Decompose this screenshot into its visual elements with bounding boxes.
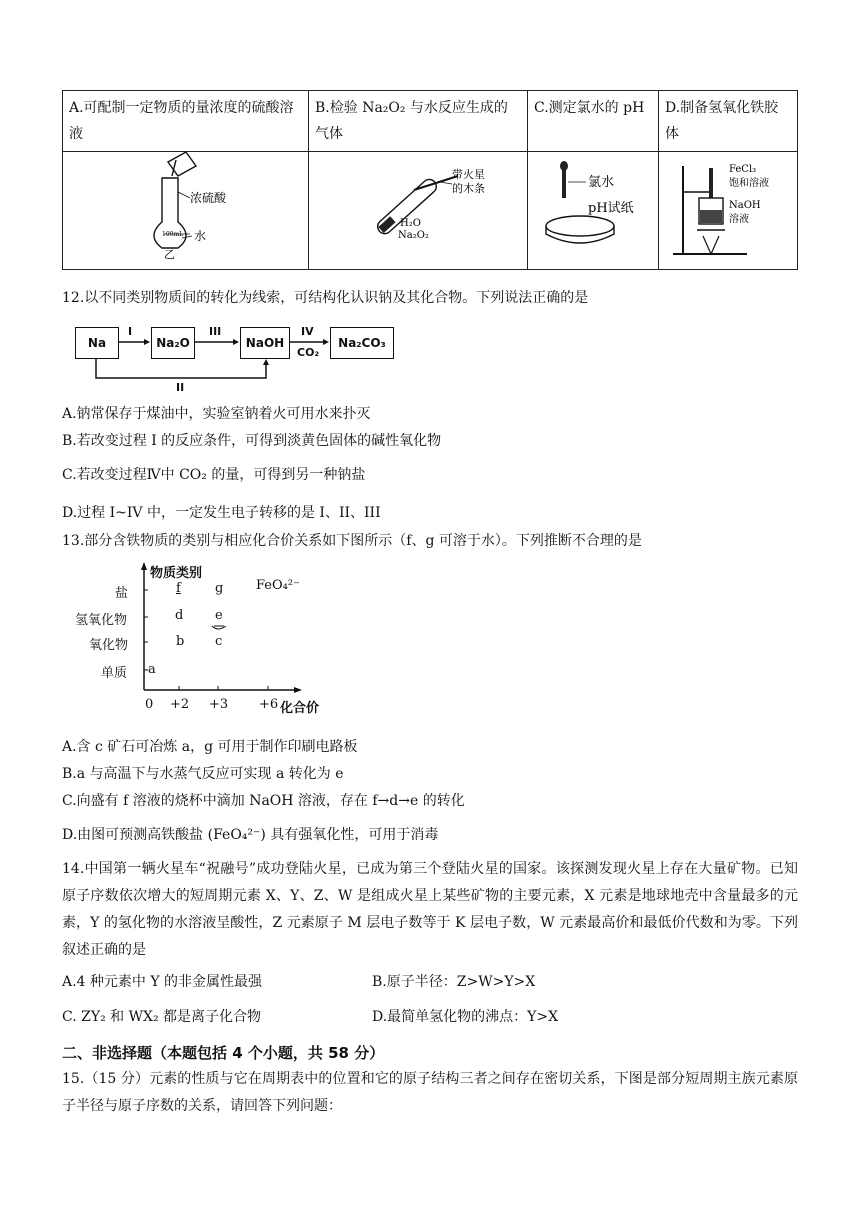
point-c: c [215,634,223,649]
flask-tag-label: 乙 [163,248,175,260]
naoh-label: NaOH [729,200,761,211]
tick-0: 0 [145,697,154,712]
point-g: g [215,581,224,596]
solution-label: 溶液 [729,214,749,225]
q12-option-b: B.若改变过程 I 的反应条件，可得到淡黄色固体的碱性氧化物 [62,433,442,449]
q14-option-a: A.4 种元素中 Y 的非金属性最强 [62,974,263,990]
flow-box-naoh: NaOH [240,327,290,359]
point-b: b [176,634,185,649]
q11-option-c: C.测定氯水的 pH [528,91,659,152]
ph-paper-figure [538,156,648,256]
q11-figure-d [659,152,798,270]
q13-option-d: D.由图可预测高铁酸盐 (FeO₄²⁻) 具有强氧化性，可用于消毒 [62,827,439,843]
q14-stem: 14.中国第一辆火星车“祝融号”成功登陆火星，已成为第三个登陆火星的国家。该探测发现火星上存在大量矿物。已知原子序数依次增大的短周期元素 X、Y、Z、W 是组成火星上某些矿物的主要元素，X 元素是地球地壳中含量最多的元素，Y 的氢化物的水溶液呈酸性，Z 元素原子 M 层电子数等于 K 层电子数，W 元素最高价和最低价代数和为零。下列叙述正确的是 [62,861,798,958]
q13-stem: 13.部分含铁物质的类别与相应化合价关系如下图所示（f、g 可溶于水）。下列推断不合理的是 [62,533,642,549]
q12-option-d: D.过程 I~IV 中，一定发生电子转移的是 I、II、III [62,505,381,521]
flow-box-na2co3: Na₂CO₃ [330,327,394,359]
tick-plus3: +3 [209,697,229,712]
graph-cat-element: 单质 [101,666,128,681]
q11-option-a: A.可配制一定物质的量浓度的硫酸溶液 [63,91,309,152]
saturated-solution-label: 饱和溶液 [729,178,769,189]
point-d: d [175,608,184,623]
point-e: e [215,608,223,623]
q11-figure-b [309,152,528,270]
test-tube-figure [338,156,498,256]
graph-cat-hydroxide: 氢氧化物 [75,613,128,628]
flow-step-4-reagent: CO₂ [297,346,320,359]
chlorine-water-label: 氯水 [588,175,615,190]
q11-option-d: D.制备氢氧化铁胶体 [659,91,798,152]
volumetric-flask-figure [126,152,246,260]
flow-step-1: I [128,325,133,338]
point-ferrate: FeO₄²⁻ [256,578,300,593]
q15-stem: 15.（15 分）元素的性质与它在周期表中的位置和它的原子结构三者之间存在密切关系，下图是部分短周期主族元素原子半径与原子序数的关系，请回答下列问题： [62,1071,798,1114]
flow-step-3: III [209,325,222,338]
flow-box-na2o: Na₂O [151,327,195,359]
graph-cat-salt: 盐 [115,586,129,601]
q13-option-a: A.含 c 矿石可冶炼 a，g 可用于制作印刷电路板 [62,739,358,755]
q11-figure-c [528,152,659,270]
q13-option-b: B.a 与高温下与水蒸气反应可实现 a 转化为 e [62,766,344,782]
ph-paper-label: pH试纸 [588,201,634,216]
tick-plus2: +2 [170,697,190,712]
colloid-apparatus-figure [663,152,793,260]
q11-option-b: B.检验 Na₂O₂ 与水反应生成的气体 [309,91,528,152]
q13-option-c: C.向盛有 f 溶液的烧杯中滴加 NaOH 溶液，存在 f→d→e 的转化 [62,793,465,809]
point-a: a [148,662,156,677]
flask-volume-label: 100mL [161,231,183,238]
flow-step-2: II [176,381,185,394]
water-label: 水 [193,229,206,243]
q11-figure-a [63,152,309,270]
sodium-peroxide-label: Na₂O₂ [398,230,429,241]
conc-sulfuric-label: 浓硫酸 [189,191,226,205]
q12-stem: 12.以不同类别物质间的转化为线索，可结构化认识钠及其化合物。下列说法正确的是 [62,290,589,306]
flow-box-na: Na [75,327,119,359]
graph-xlabel: 化合价 [280,701,320,716]
section-heading: 二、非选择题（本题包括 4 个小题，共 58 分） [62,1044,385,1062]
q14-option-c: C. ZY₂ 和 WX₂ 都是离子化合物 [62,1009,262,1025]
glowing-splint-label-1: 带火星 [452,168,485,181]
flow-step-4: IV [301,325,314,338]
ferric-chloride-label: FeCl₃ [729,164,757,175]
graph-ylabel: 物质类别 [150,566,203,581]
q14-option-b: B.原子半径：Z>W>Y>X [372,974,536,990]
flow-arrows [70,318,410,388]
q11-options-table [62,90,798,270]
water-formula-label: H₂O [400,218,421,229]
q12-option-c: C.若改变过程Ⅳ中 CO₂ 的量，可得到另一种钠盐 [62,467,366,483]
glowing-splint-label-2: 的木条 [452,182,485,195]
point-f: f [176,581,181,596]
q14-option-d: D.最简单氢化物的沸点：Y>X [372,1009,559,1025]
graph-cat-oxide: 氧化物 [89,638,129,653]
tick-plus6: +6 [259,697,279,712]
q12-option-a: A.钠常保存于煤油中，实验室钠着火可用水来扑灭 [62,406,371,422]
